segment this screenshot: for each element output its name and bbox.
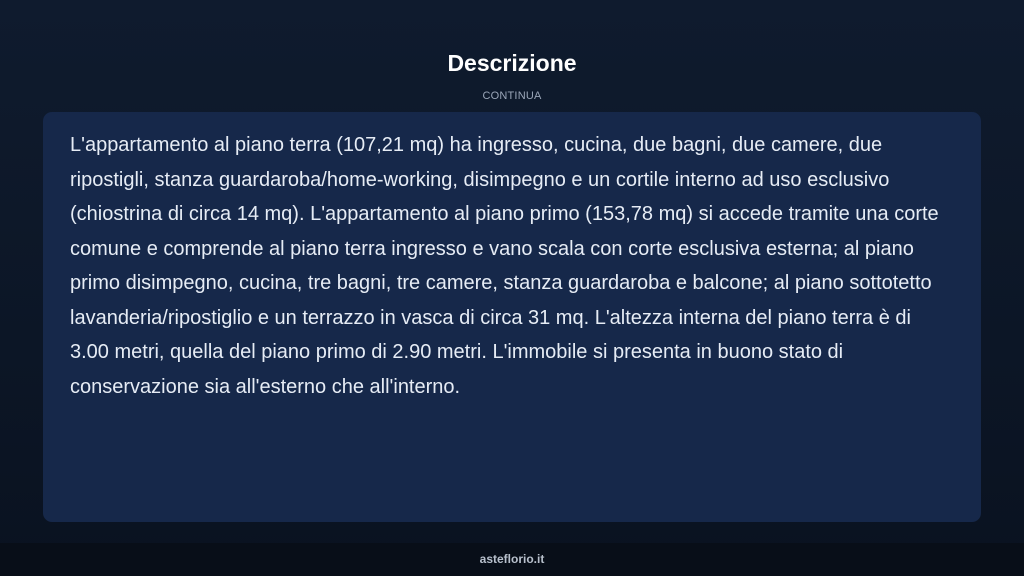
site-name: asteflorio.it xyxy=(479,552,545,566)
page-title: Descrizione xyxy=(447,50,577,76)
header xyxy=(0,48,1024,103)
footer xyxy=(0,543,1024,576)
continua-label: CONTINUA xyxy=(482,90,542,102)
description-panel xyxy=(43,112,981,522)
description-text: L'appartamento al piano terra (107,21 mq) ha ingresso, cucina, due bagni, due camere, due ripostigli, stanza guardaroba/home-working, disimpegno e un cortile interno ad uso esclusivo (chiostrina di circa 14 mq). L'appartamento al piano primo (153,78 mq) si accede tramite una corte comune e comprende al piano terra ingresso e vano scala con corte esclusiva esterna; al piano primo disimpegno, cucina, tre bagni, tre camere, stanza guardaroba e balcone; al piano sottotetto lavanderia/ripostiglio e un terrazzo in vasca di circa 31 mq. L'altezza interna del piano terra è di 3.00 metri, quella del piano primo di 2.90 metri. L'immobile si presenta in buono stato di conservazione sia all'esterno che all'interno. xyxy=(70,134,939,398)
